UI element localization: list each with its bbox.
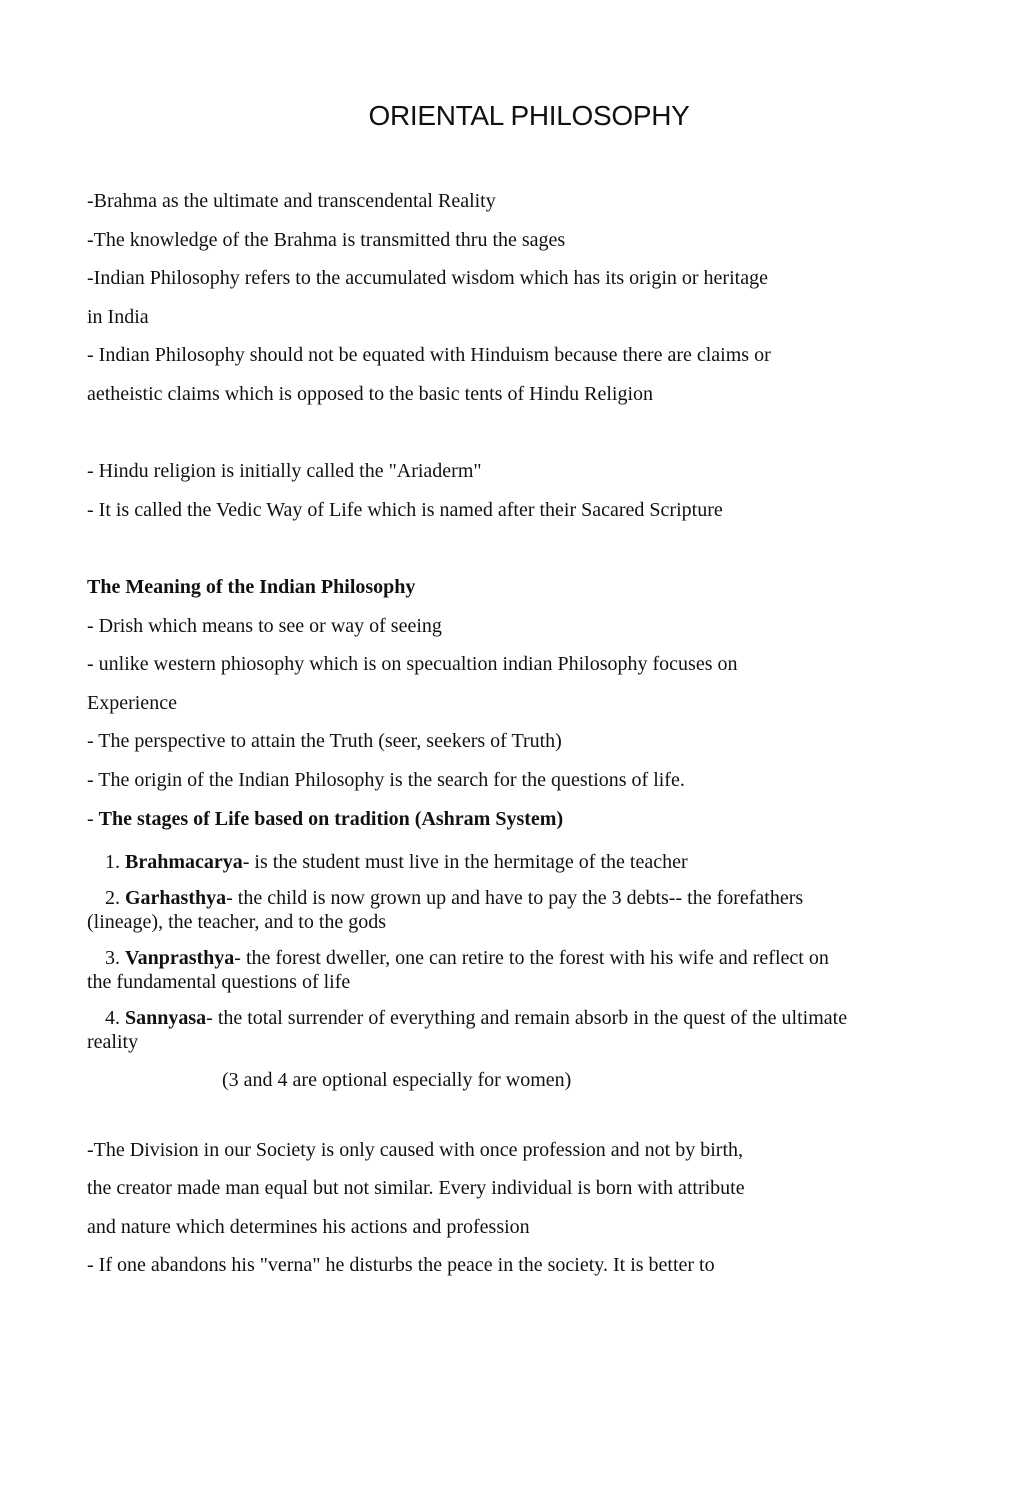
text-segment: - is the student must live in the hermitage of the teacher xyxy=(242,851,688,874)
page-title: ORIENTAL PHILOSOPHY xyxy=(368,100,690,131)
text-segment: aetheistic claims which is opposed to the basic tents of Hindu Religion xyxy=(87,382,654,405)
text-line xyxy=(87,182,971,221)
text-line xyxy=(87,684,971,723)
text-segment: - the total surrender of everything and remain absorb in the quest of the ultimate xyxy=(206,1007,848,1030)
text-segment: the fundamental questions of life xyxy=(87,971,351,994)
text-segment: - If one abandons his "verna" he disturbs the peace in the society. It is better to xyxy=(87,1254,715,1277)
text-segment: -The knowledge of the Brahma is transmitted thru the sages xyxy=(87,228,566,251)
text-line xyxy=(87,1068,971,1092)
text-line xyxy=(87,1246,971,1285)
text-line xyxy=(87,946,971,970)
text-line xyxy=(87,298,971,337)
text-segment: 3. xyxy=(105,947,125,970)
blank-line xyxy=(87,1092,971,1131)
text-segment: (3 and 4 are optional especially for women) xyxy=(222,1069,572,1092)
text-line xyxy=(87,886,971,910)
text-line xyxy=(87,722,971,761)
text-segment: - The perspective to attain the Truth (seer, seekers of Truth) xyxy=(87,730,562,753)
text-segment: - Hindu religion is initially called the "Ariaderm" xyxy=(87,460,482,483)
bold-text-segment: The stages of Life based on tradition (Ashram System) xyxy=(98,807,564,830)
text-line xyxy=(87,221,971,260)
text-segment: - The origin of the Indian Philosophy is the search for the questions of life. xyxy=(87,768,685,791)
text-line xyxy=(87,491,971,530)
text-line xyxy=(87,970,971,994)
text-line xyxy=(87,452,971,491)
text-line xyxy=(87,910,971,934)
bold-text-segment: Sannyasa xyxy=(125,1007,207,1030)
bold-text-segment: The Meaning of the Indian Philosophy xyxy=(87,575,416,598)
document-content xyxy=(87,182,971,1285)
text-line xyxy=(87,607,971,646)
text-line xyxy=(87,1208,971,1247)
text-line xyxy=(87,645,971,684)
text-line xyxy=(87,800,971,839)
blank-line xyxy=(87,529,971,568)
text-segment: - the forest dweller, one can retire to the forest with his wife and reflect on xyxy=(234,947,829,970)
bold-text-segment: Brahmacarya xyxy=(125,851,243,874)
text-line xyxy=(87,761,971,800)
text-segment: - Drish which means to see or way of seeing xyxy=(87,614,442,637)
text-line xyxy=(87,568,971,607)
text-segment: - the child is now grown up and have to pay the 3 debts-- the forefathers xyxy=(226,887,804,910)
text-segment: the creator made man equal but not similar. Every individual is born with attribute xyxy=(87,1177,745,1200)
text-segment: Experience xyxy=(87,691,177,714)
text-line xyxy=(87,259,971,298)
document-page xyxy=(0,96,1029,1497)
text-segment: -Brahma as the ultimate and transcendental Reality xyxy=(87,190,496,212)
text-segment: - xyxy=(87,807,99,830)
text-segment: -Indian Philosophy refers to the accumulated wisdom which has its origin or heritage xyxy=(87,267,768,290)
text-segment: (lineage), the teacher, and to the gods xyxy=(87,911,387,934)
text-segment: reality xyxy=(87,1031,139,1054)
text-segment: - unlike western phiosophy which is on specualtion indian Philosophy focuses on xyxy=(87,653,738,676)
text-segment: 1. xyxy=(105,851,125,874)
text-line xyxy=(87,1030,971,1054)
text-line xyxy=(87,850,971,874)
text-line xyxy=(87,1006,971,1030)
text-segment: -The Division in our Society is only caused with once profession and not by birth, xyxy=(87,1138,744,1161)
blank-line xyxy=(87,414,971,453)
text-segment: - It is called the Vedic Way of Life which is named after their Sacared Scripture xyxy=(87,498,723,521)
bold-text-segment: Vanprasthya xyxy=(125,947,235,970)
text-segment: 4. xyxy=(105,1007,125,1030)
text-line xyxy=(87,336,971,375)
text-segment: in India xyxy=(87,305,149,328)
text-segment: - Indian Philosophy should not be equated with Hinduism because there are claims or xyxy=(87,344,771,367)
text-segment: 2. xyxy=(105,887,125,910)
text-line xyxy=(87,1169,971,1208)
text-line xyxy=(87,1131,971,1170)
text-segment: and nature which determines his actions and profession xyxy=(87,1215,530,1238)
bold-text-segment: Garhasthya xyxy=(125,887,227,910)
text-line xyxy=(87,375,971,414)
